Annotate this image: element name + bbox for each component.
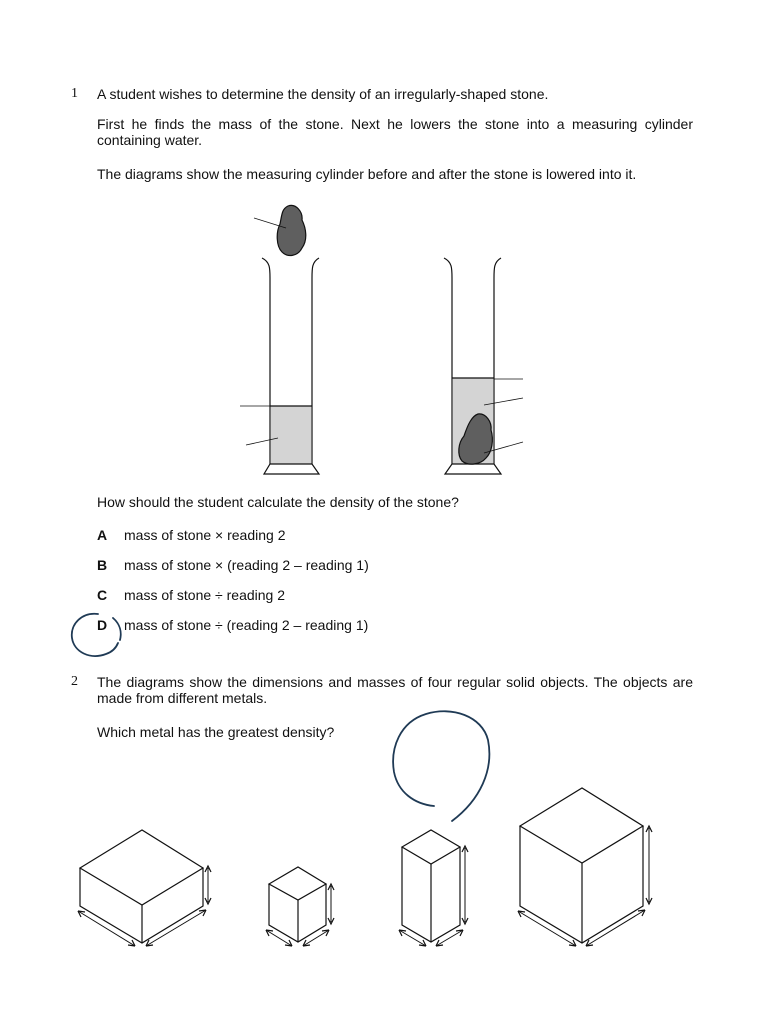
measuring-cylinder-after bbox=[444, 258, 523, 474]
option-a-letter: A bbox=[97, 527, 108, 543]
option-b-text: mass of stone × (reading 2 – reading 1) bbox=[124, 557, 369, 573]
option-c-text: mass of stone ÷ reading 2 bbox=[124, 587, 285, 603]
solid-object-1 bbox=[78, 830, 211, 946]
stone-above bbox=[254, 205, 306, 255]
question-1-diagram-caption: The diagrams show the measuring cylinder before and after the stone is lowered into it. bbox=[97, 166, 637, 182]
question-1-number: 1 bbox=[71, 86, 78, 101]
solid-object-4 bbox=[518, 788, 652, 946]
measuring-cylinder-before bbox=[240, 258, 319, 474]
question-2-number: 2 bbox=[71, 674, 78, 689]
question-1-intro: A student wishes to determine the density of an irregularly-shaped stone. bbox=[97, 86, 549, 102]
option-b-letter: B bbox=[97, 557, 108, 573]
option-d-letter: D bbox=[97, 617, 108, 633]
option-d-text: mass of stone ÷ (reading 2 – reading 1) bbox=[124, 617, 369, 633]
solid-object-3 bbox=[399, 830, 468, 946]
solid-object-2 bbox=[266, 867, 334, 946]
question-1-prompt: How should the student calculate the density of the stone? bbox=[97, 494, 459, 510]
question-1-method: First he finds the mass of the stone. Next he lowers the stone into a measuring cylinder containing water. bbox=[97, 116, 693, 148]
option-a-text: mass of stone × reading 2 bbox=[124, 527, 286, 543]
option-c-letter: C bbox=[97, 587, 108, 603]
question-2-intro: The diagrams show the dimensions and masses of four regular solid objects. The objects are made from different metals. bbox=[97, 674, 693, 706]
question-2-prompt: Which metal has the greatest density? bbox=[97, 724, 335, 740]
